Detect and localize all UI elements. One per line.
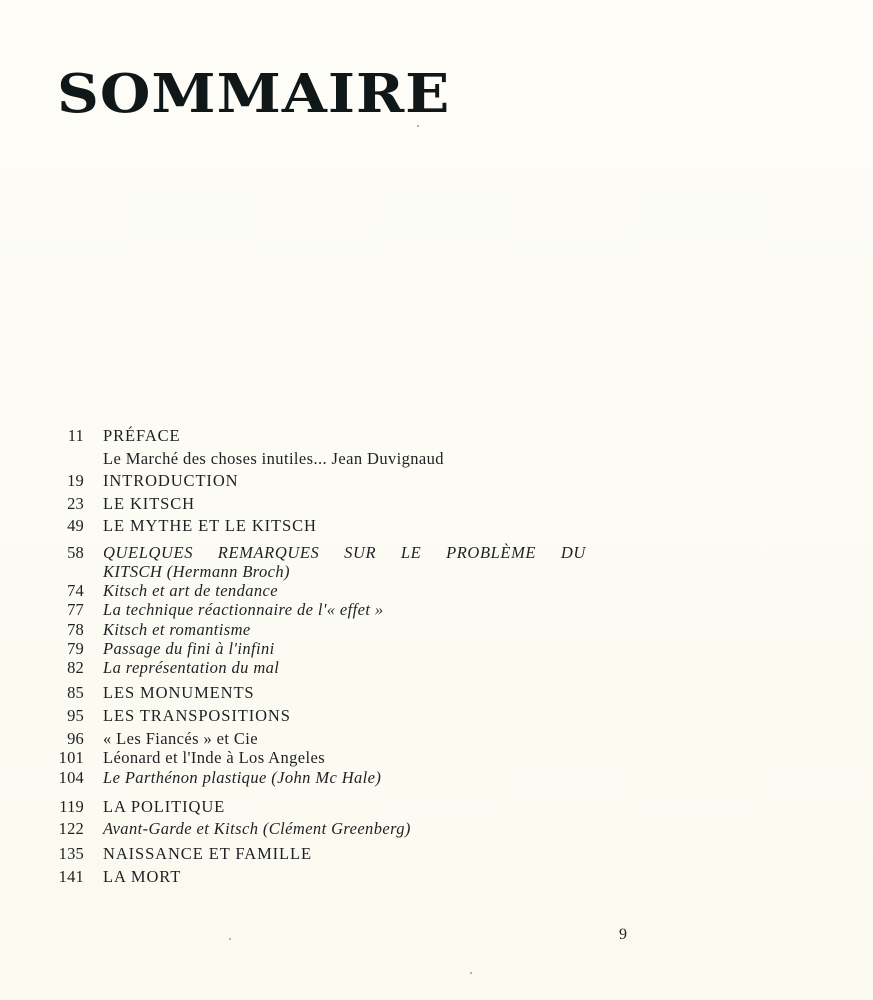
- toc-entry-title: Avant-Garde et Kitsch (Clément Greenberg): [103, 819, 411, 838]
- toc-entry-title: Passage du fini à l'infini: [103, 639, 275, 658]
- toc-entry-title: LA MORT: [103, 867, 182, 886]
- toc-page-number: 95: [67, 706, 84, 725]
- toc-page-number: 58: [67, 543, 84, 562]
- toc-page-number: 85: [67, 683, 84, 702]
- toc-entry-title: Kitsch et romantisme: [103, 620, 251, 639]
- toc-page-number: 77: [67, 600, 84, 619]
- toc-page-number: 78: [67, 620, 84, 639]
- toc-page-number: 119: [59, 797, 84, 816]
- page-title: SOMMAIRE: [57, 62, 451, 125]
- toc-entry-title: La technique réactionnaire de l'« effet »: [103, 600, 384, 619]
- paper-speck: [470, 972, 472, 974]
- toc-entry-title: La représentation du mal: [103, 658, 280, 677]
- toc-entry-title: LE KITSCH: [103, 494, 195, 513]
- toc-entry-title: LE MYTHE ET LE KITSCH: [103, 516, 317, 535]
- toc-entry-title: LES MONUMENTS: [103, 683, 255, 702]
- toc-entry-title: PRÉFACE: [103, 426, 181, 445]
- toc-entry-title: QUELQUES REMARQUES SUR LE PROBLÈME DU: [103, 543, 586, 562]
- toc-page-number: 82: [67, 658, 84, 677]
- toc-entry-title: Le Parthénon plastique (John Mc Hale): [103, 768, 382, 787]
- toc-entry-title: LES TRANSPOSITIONS: [103, 706, 291, 725]
- toc-entry-title: INTRODUCTION: [103, 471, 239, 490]
- toc-page-number: 23: [67, 494, 84, 513]
- toc-page-number: 135: [58, 844, 84, 863]
- toc-entry-title: LA POLITIQUE: [103, 797, 226, 816]
- toc-page-number: 49: [67, 516, 84, 535]
- toc-entry-title: NAISSANCE ET FAMILLE: [103, 844, 312, 863]
- toc-entry-title: « Les Fiancés » et Cie: [103, 729, 258, 748]
- toc-entry-title: KITSCH (Hermann Broch): [103, 562, 290, 581]
- toc-page-number: 74: [67, 581, 84, 600]
- paper-speck: [229, 938, 231, 940]
- toc-page-number: 96: [67, 729, 84, 748]
- paper-speck: [417, 125, 419, 127]
- toc-page-number: 101: [58, 748, 84, 767]
- toc-entry-title: Léonard et l'Inde à Los Angeles: [103, 748, 326, 767]
- page-number: 9: [619, 926, 627, 943]
- toc-entry-title: Le Marché des choses inutiles... Jean Duvignaud: [103, 449, 444, 468]
- toc-page-number: 104: [58, 768, 84, 787]
- toc-page-number: 141: [58, 867, 84, 886]
- toc-page-number: 79: [67, 639, 84, 658]
- toc-page-number: 122: [58, 819, 84, 838]
- toc-page-number: 19: [67, 471, 84, 490]
- toc-entry-title: Kitsch et art de tendance: [103, 581, 278, 600]
- toc-page-number: 11: [67, 426, 84, 445]
